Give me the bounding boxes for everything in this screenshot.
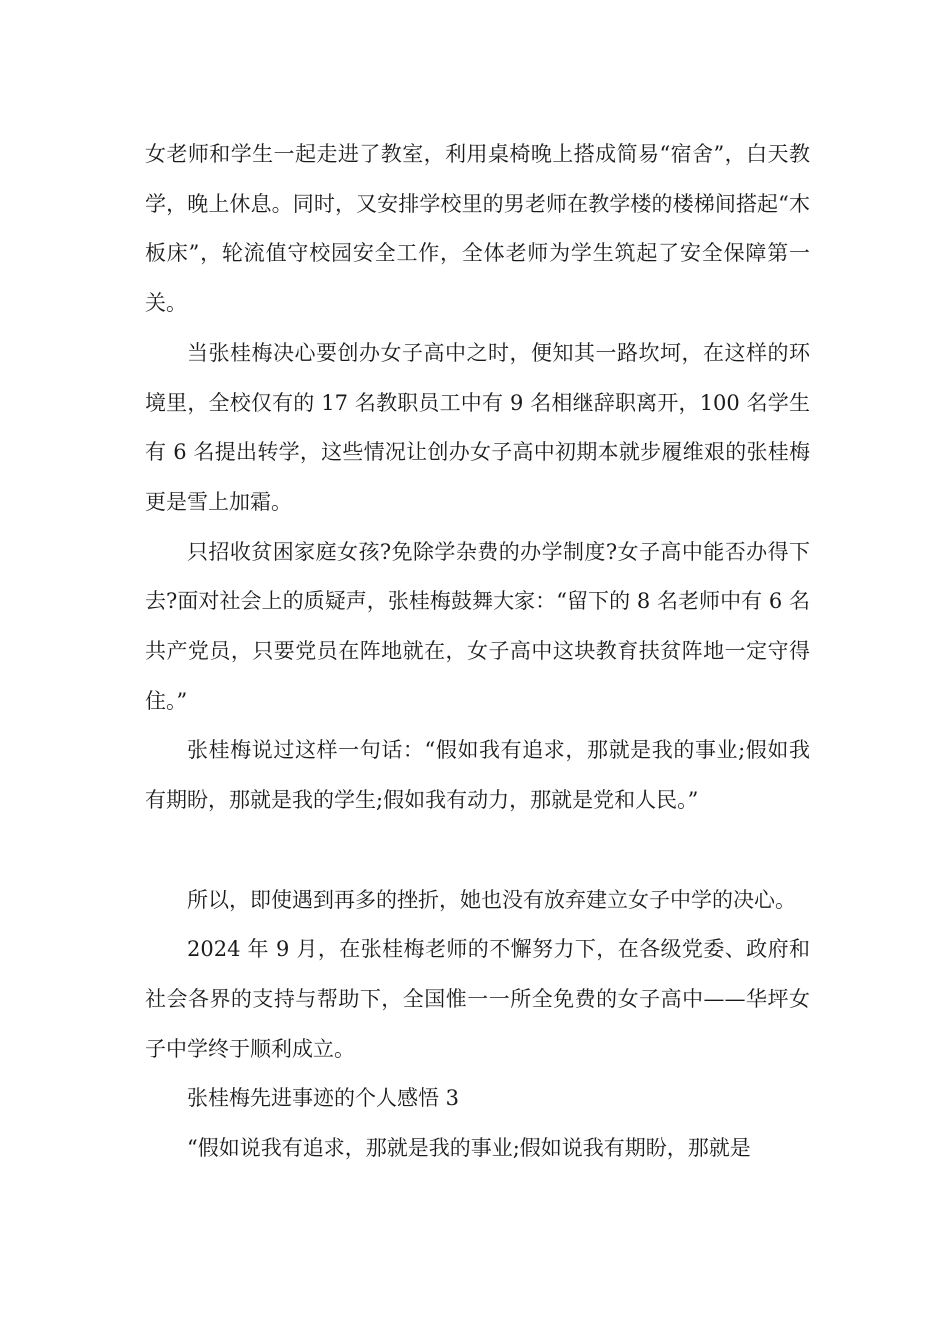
paragraph-2: 当张桂梅决心要创办女子高中之时，便知其一路坎坷，在这样的环境里，全校仅有的 17 名教职员工中有 9 名相继辞职离开，100 名学生有 6 名提出转学，这些情况让创办女子高中初期本就步履维艰的张桂梅更是雪上加霜。	[145, 340, 810, 514]
paragraph-3: 只招收贫困家庭女孩?免除学杂费的办学制度?女子高中能否办得下去?面对社会上的质疑声，张桂梅鼓舞大家：“留下的 8 名老师中有 6 名共产党员，只要党员在阵地就在，女子高中这块教育扶贫阵地一定守得住。”	[145, 539, 810, 713]
body-text	[145, 130, 810, 1174]
paragraph-8: “假如说我有追求，那就是我的事业;假如说我有期盼，那就是	[187, 1136, 751, 1161]
blank-line	[145, 826, 810, 876]
paragraph-1: 女老师和学生一起走进了教室，利用桌椅晚上搭成简易“宿舍”，白天教学，晚上休息。同时，又安排学校里的男老师在教学楼的楼梯间搭起“木板床”，轮流值守校园安全工作，全体老师为学生筑起了安全保障第一关。	[145, 142, 810, 316]
paragraph-4: 张桂梅说过这样一句话：“假如我有追求，那就是我的事业;假如我有期盼，那就是我的学生;假如我有动力，那就是党和人民。”	[145, 738, 810, 813]
section-heading: 张桂梅先进事迹的个人感悟 3	[187, 1086, 460, 1111]
paragraph-5: 所以，即使遇到再多的挫折，她也没有放弃建立女子中学的决心。	[187, 887, 796, 912]
paragraph-6: 2024 年 9 月，在张桂梅老师的不懈努力下，在各级党委、政府和社会各界的支持与帮助下，全国惟一一所全免费的女子高中——华坪女子中学终于顺利成立。	[145, 937, 810, 1061]
